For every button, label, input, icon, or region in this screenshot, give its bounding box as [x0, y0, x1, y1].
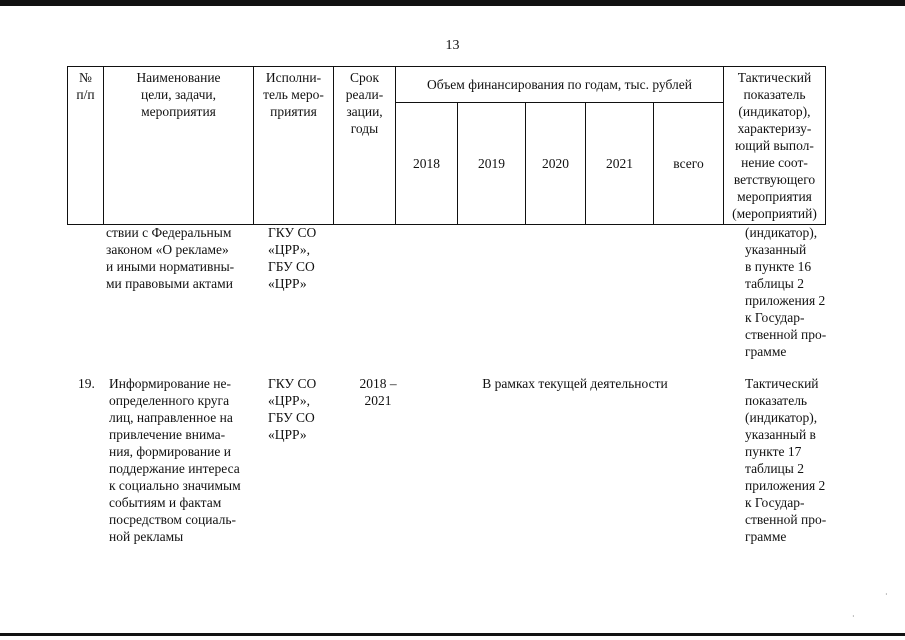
header-name: Наименование цели, задачи, мероприятия — [104, 67, 254, 225]
scan-speck: · — [852, 612, 855, 621]
financing-table-header — [67, 66, 826, 225]
header-total: всего — [654, 102, 724, 224]
top-border-line — [0, 0, 905, 6]
page-number: 13 — [445, 38, 460, 53]
row2-executor: ГКУ СО «ЦРР», ГБУ СО «ЦРР» — [268, 376, 317, 442]
header-year-2018: 2018 — [396, 102, 458, 224]
row1-indicator: (индикатор), указанный в пункте 16 таблицы 2 приложения 2 к Государ- ственной про- грамме — [745, 225, 827, 359]
header-term: Срок реали- зации, годы — [334, 67, 396, 225]
header-num: № п/п — [68, 67, 104, 225]
bottom-border-line — [0, 633, 905, 636]
row2-num: 19. — [78, 376, 95, 391]
row2-financing: В рамках текущей деятельности — [482, 376, 668, 391]
row2-indicator: Тактический показатель (индикатор), указанный в пункте 17 таблицы 2 приложения 2 к Государ- ственной про- грамме — [745, 376, 827, 544]
row1-executor: ГКУ СО «ЦРР», ГБУ СО «ЦРР» — [268, 225, 317, 291]
row1-name: ствии с Федеральным законом «О рекламе» и иными нормативны- ми правовыми актами — [106, 225, 235, 291]
row2-name: Информирование не- определенного круга лиц, направленное на привлечение внима- ния, формирование и поддержание интереса к социально значимым событиям и фактам посредством социаль- ной рекламы — [109, 376, 241, 544]
header-year-2019: 2019 — [458, 102, 526, 224]
header-year-2020: 2020 — [526, 102, 586, 224]
header-indicator: Тактический показатель (индикатор), характеризу- ющий выпол- нение соот- ветствующего мероприятия (мероприятий) — [724, 67, 826, 225]
scan-speck: · — [885, 590, 888, 599]
row2-term: 2018 – 2021 — [359, 376, 397, 408]
header-year-2021: 2021 — [586, 102, 654, 224]
header-financing: Объем финансирования по годам, тыс. рублей — [396, 67, 724, 103]
header-executor: Исполни- тель меро- приятия — [254, 67, 334, 225]
